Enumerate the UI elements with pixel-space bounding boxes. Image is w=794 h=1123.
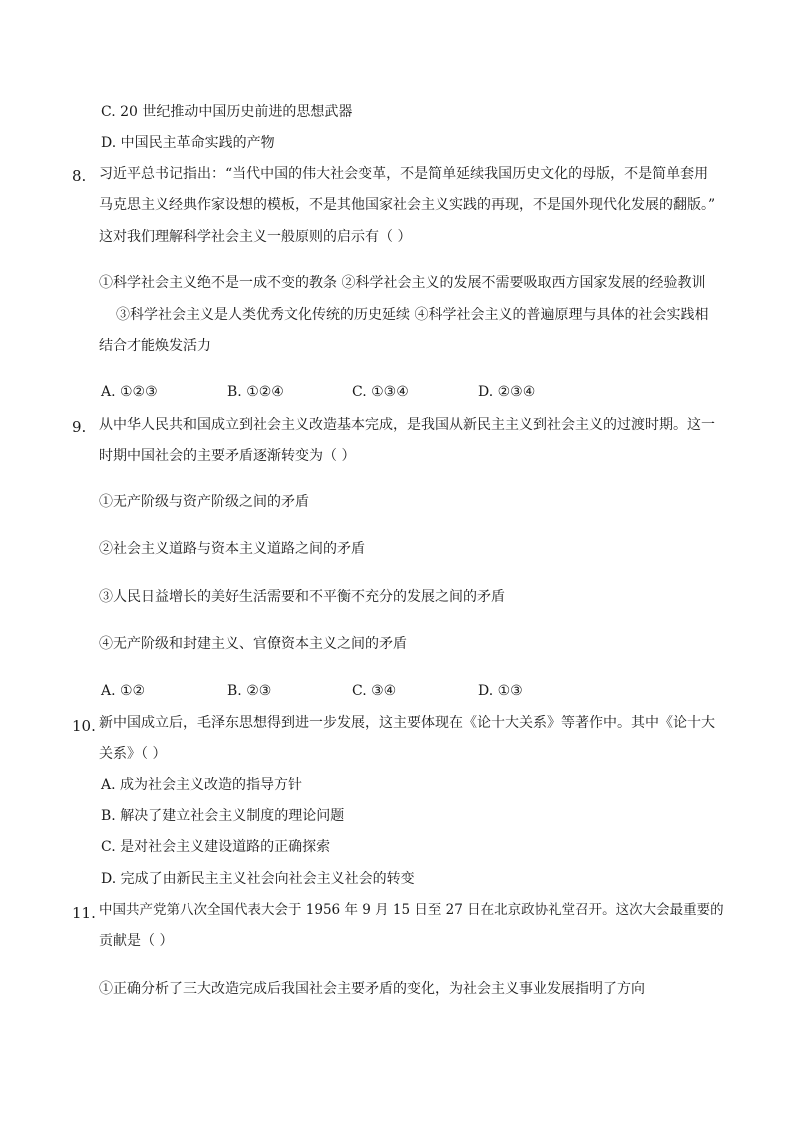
q9-stem-line2: 时期中国社会的主要矛盾逐渐转变为（ ）	[99, 448, 356, 464]
q10-option-a: A. 成为社会主义改造的指导方针	[101, 777, 303, 793]
q8-stem-line3: 这对我们理解科学社会主义一般原则的启示有（ ）	[99, 229, 412, 245]
q8-number: 8.	[72, 167, 87, 185]
q10-option-b: B. 解决了建立社会主义制度的理论问题	[101, 808, 345, 824]
q10-number: 10.	[72, 717, 96, 735]
q9-choice-d: D. ①③	[478, 683, 523, 699]
q8-stem-line1: 习近平总书记指出：“当代中国的伟大社会变革，不是简单延续我国历史文化的母版，不是简单套用	[99, 166, 709, 182]
q9-statement-1: ①无产阶级与资产阶级之间的矛盾	[99, 494, 309, 510]
q7-option-c: C. 20 世纪推动中国历史前进的思想武器	[101, 104, 353, 120]
q8-statements-line3: 结合才能焕发活力	[99, 338, 211, 354]
q10-stem-line2: 关系》（ ）	[99, 746, 167, 762]
q8-statements-line2: ③科学社会主义是人类优秀文化传统的历史延续 ④科学社会主义的普遍原理与具体的社会实践相	[116, 307, 709, 323]
q11-stem-line2: 贡献是（ ）	[99, 933, 174, 949]
q9-choice-b: B. ②③	[227, 683, 272, 699]
q10-option-c: C. 是对社会主义建设道路的正确探索	[101, 839, 331, 855]
q9-choice-c: C. ③④	[352, 683, 397, 699]
q8-choice-c: C. ①③④	[352, 384, 409, 400]
q10-option-d: D. 完成了由新民主主义社会向社会主义社会的转变	[101, 871, 415, 887]
q8-statements-line1: ①科学社会主义绝不是一成不变的教条 ②科学社会主义的发展不需要吸取西方国家发展的经验教训	[99, 275, 706, 291]
q11-number: 11.	[72, 904, 96, 922]
q10-stem-line1: 新中国成立后，毛泽东思想得到进一步发展，这主要体现在《论十大关系》等著作中。其中《论十大	[99, 715, 715, 731]
q11-stem-line1: 中国共产党第八次全国代表大会于 1956 年 9 月 15 日至 27 日在北京政协礼堂召开。这次大会最重要的	[99, 902, 724, 918]
q8-choice-d: D. ②③④	[478, 384, 536, 400]
q9-statement-4: ④无产阶级和封建主义、官僚资本主义之间的矛盾	[99, 636, 407, 652]
q7-option-d: D. 中国民主革命实践的产物	[101, 135, 275, 151]
q9-stem-line1: 从中华人民共和国成立到社会主义改造基本完成，是我国从新民主主义到社会主义的过渡时期。这一	[99, 417, 715, 433]
q8-choice-b: B. ①②④	[227, 384, 284, 400]
q9-statement-3: ③人民日益增长的美好生活需要和不平衡不充分的发展之间的矛盾	[99, 589, 505, 605]
q11-statement-1: ①正确分析了三大改造完成后我国社会主要矛盾的变化，为社会主义事业发展指明了方向	[99, 981, 645, 997]
q9-number: 9.	[72, 418, 87, 436]
q8-stem-line2: 马克思主义经典作家设想的模板，不是其他国家社会主义实践的再现，不是国外现代化发展的翻版。”	[99, 197, 716, 213]
q8-choice-a: A. ①②③	[101, 384, 158, 400]
q9-choice-a: A. ①②	[101, 683, 146, 699]
q9-statement-2: ②社会主义道路与资本主义道路之间的矛盾	[99, 541, 365, 557]
